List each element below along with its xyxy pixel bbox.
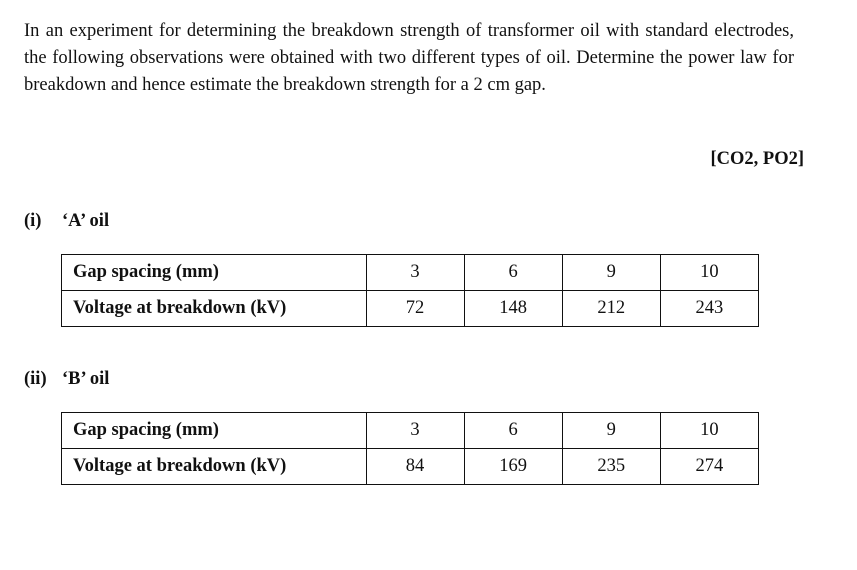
gap-spacing-cell: 10: [660, 413, 758, 449]
table-row: [62, 255, 759, 291]
voltage-cell: 243: [660, 291, 758, 327]
voltage-cell: 235: [562, 449, 660, 485]
voltage-cell: 72: [366, 291, 464, 327]
gap-spacing-cell: 3: [366, 255, 464, 291]
gap-spacing-cell: 10: [660, 255, 758, 291]
course-outcome-tag: [CO2, PO2]: [710, 149, 804, 169]
part-b-heading: [24, 369, 109, 390]
part-a-heading: [24, 211, 109, 232]
voltage-header: Voltage at breakdown (kV): [62, 449, 367, 485]
voltage-header: Voltage at breakdown (kV): [62, 291, 367, 327]
gap-spacing-cell: 3: [366, 413, 464, 449]
observation-table-b: [61, 412, 759, 485]
voltage-cell: 212: [562, 291, 660, 327]
table-row: [62, 449, 759, 485]
gap-spacing-header: Gap spacing (mm): [62, 413, 367, 449]
question-text: In an experiment for determining the breakdown strength of transformer oil with standard electrodes, the following observations were obtained with two different types of oil. Determine the power law for breakdown and hence estimate the breakdown strength for a 2 cm gap.: [24, 21, 794, 95]
table-row: [62, 413, 759, 449]
table-row: [62, 291, 759, 327]
gap-spacing-cell: 6: [464, 413, 562, 449]
gap-spacing-cell: 9: [562, 255, 660, 291]
part-b-number: (ii): [24, 369, 47, 389]
gap-spacing-cell: 9: [562, 413, 660, 449]
voltage-cell: 274: [660, 449, 758, 485]
voltage-cell: 169: [464, 449, 562, 485]
part-a-title: ‘A’ oil: [62, 211, 110, 231]
gap-spacing-header: Gap spacing (mm): [62, 255, 367, 291]
part-a-number: (i): [24, 211, 42, 231]
observation-table-a: [61, 254, 759, 327]
gap-spacing-cell: 6: [464, 255, 562, 291]
voltage-cell: 148: [464, 291, 562, 327]
part-b-title: ‘B’ oil: [62, 369, 110, 389]
voltage-cell: 84: [366, 449, 464, 485]
